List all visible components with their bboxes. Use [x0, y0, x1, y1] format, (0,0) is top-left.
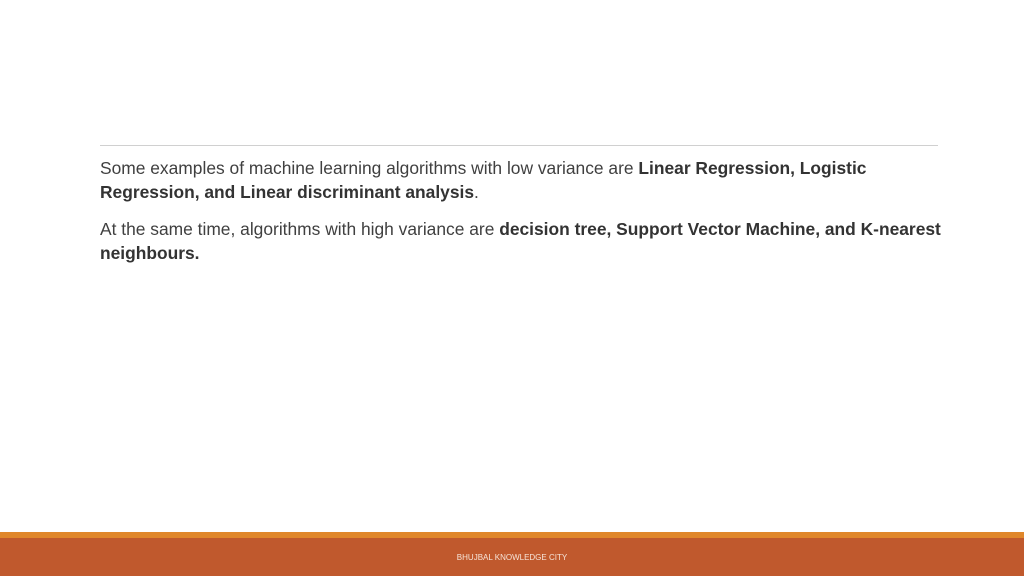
paragraph-tail: .: [474, 182, 479, 202]
footer-text: BHUJBAL KNOWLEDGE CITY: [456, 553, 568, 562]
paragraph-high-variance: [100, 217, 942, 265]
paragraph-bold-text: Linear Regression, Logistic Regression, and Linear discriminant analysis: [100, 158, 867, 202]
paragraph-text: At the same time, algorithms with high variance are: [100, 219, 500, 239]
slide-body: [100, 156, 942, 278]
paragraph-bold-text: decision tree, Support Vector Machine, and K-nearest neighbours.: [100, 219, 941, 263]
paragraph-low-variance: [100, 156, 942, 204]
paragraph-text: Some examples of machine learning algorithms with low variance are: [100, 158, 639, 178]
title-divider: [100, 145, 938, 146]
